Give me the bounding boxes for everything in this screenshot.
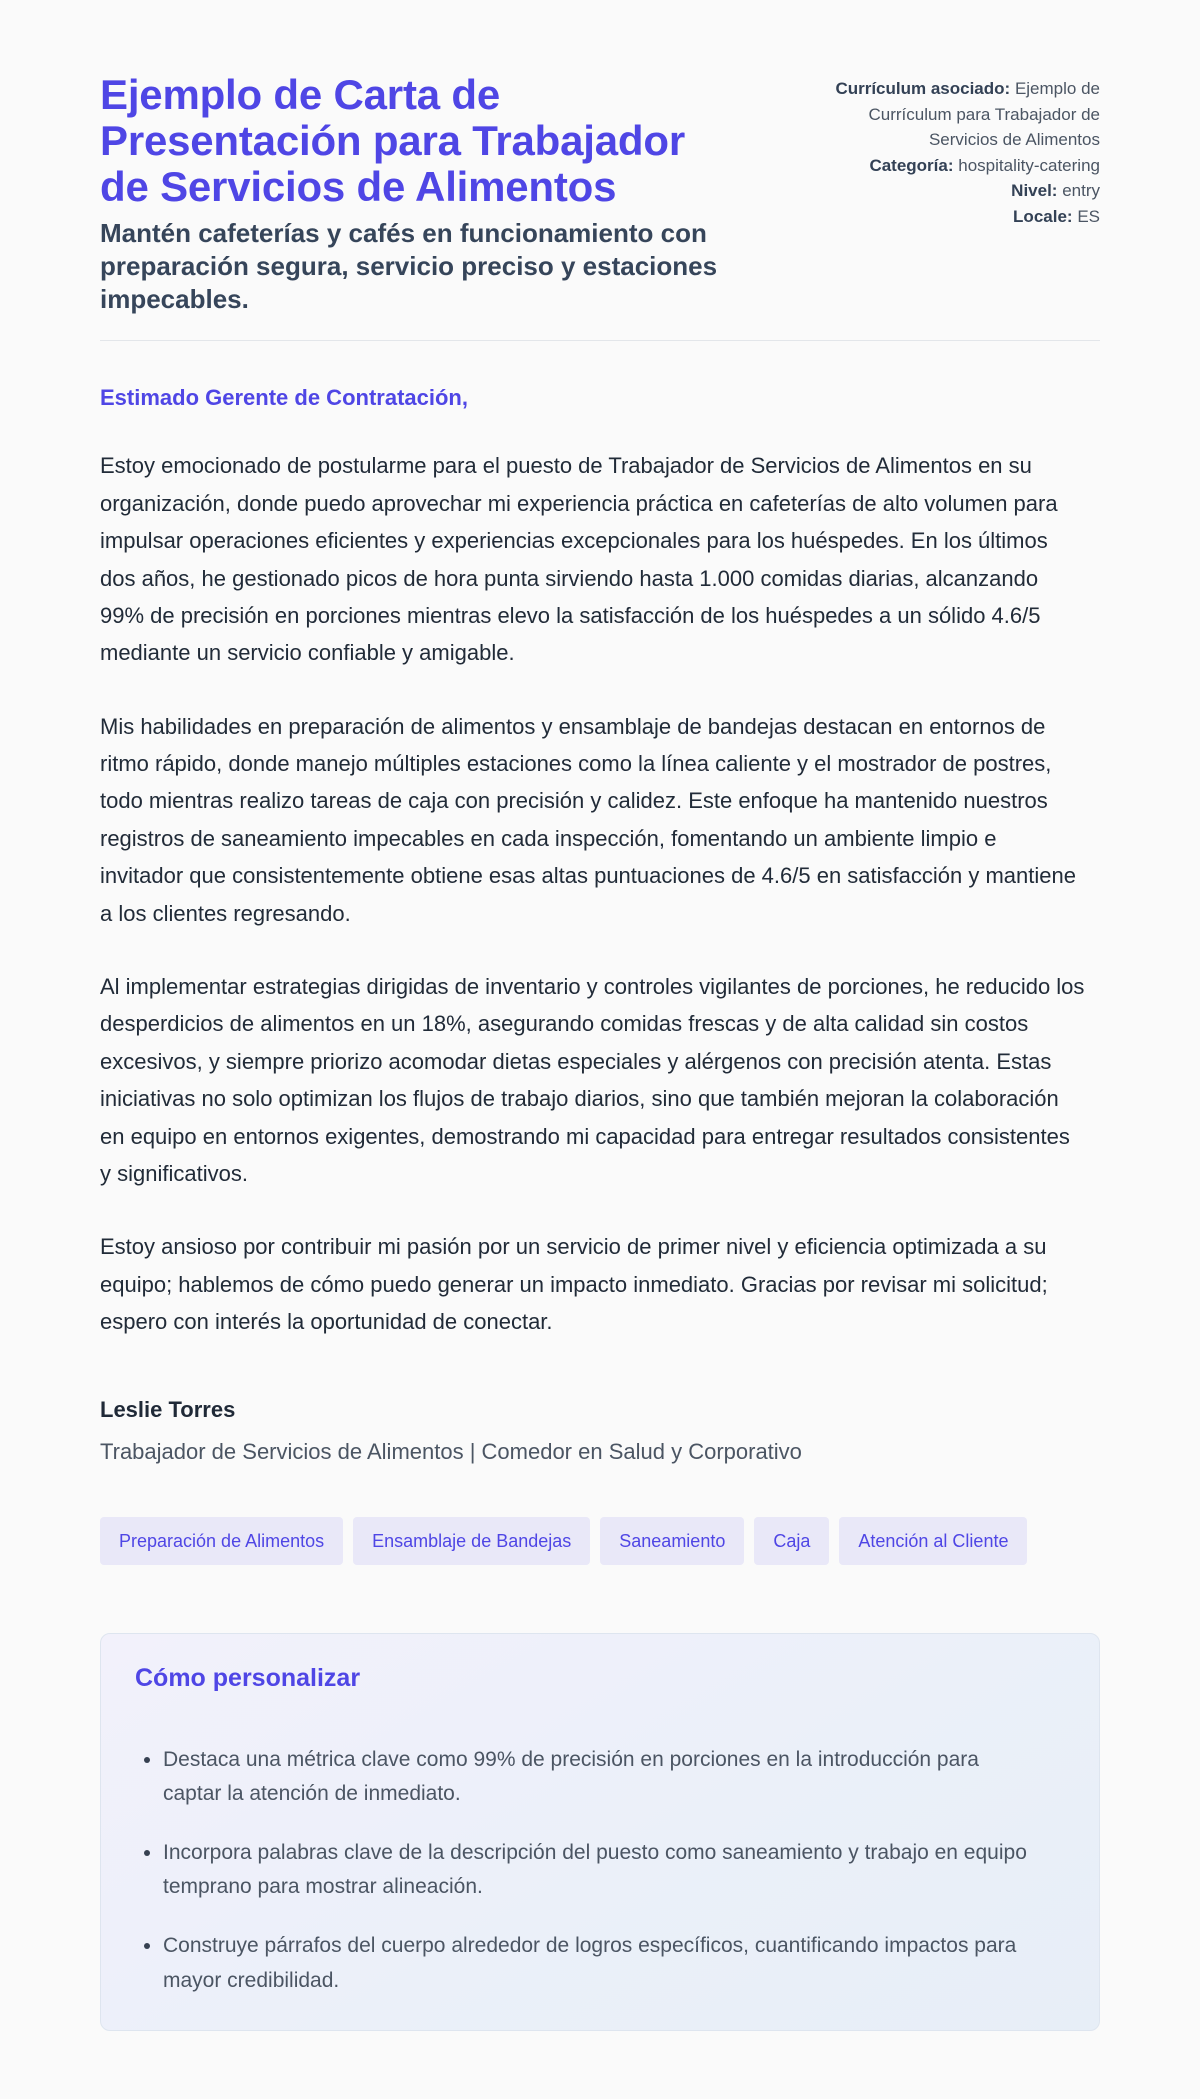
customize-tip: • Construye párrafos del cuerpo alrededor de logros específicos, cuantificando impactos para mayor credibilidad. [163, 1929, 1043, 1998]
meta-row [810, 153, 1100, 179]
letter-paragraph: Estoy emocionado de postularme para el puesto de Trabajador de Servicios de Alimentos en su organización, donde puedo aprovechar mi experiencia práctica en cafeterías de alto volumen para impulsar operaciones eficientes y experiencias excepcionales para los huéspedes. En los últimos dos años, he gestionado picos de hora punta sirviendo hasta 1.000 comidas diarias, alcanzando 99% de precisión en porciones mientras elevo la satisfacción de los huéspedes a un sólido 4.6/5 mediante un servicio confiable y amigable. [100, 453, 1058, 666]
skill-tag: Caja [754, 1517, 829, 1565]
header-divider [100, 340, 1100, 341]
meta-row [810, 204, 1100, 230]
skill-tag: Preparación de Alimentos [100, 1517, 343, 1565]
customize-tips [135, 1743, 1065, 1999]
meta-row [810, 76, 1100, 153]
signature-role: Trabajador de Servicios de Alimentos | Comedor en Salud y Corporativo [100, 1438, 802, 1464]
meta-value: hospitality-catering [958, 155, 1100, 175]
meta-label: Nivel: [1011, 181, 1058, 200]
customize-callout [100, 1633, 1100, 2032]
meta-value: Ejemplo de Currículum para Trabajador de Servicios de Alimentos [868, 79, 1100, 149]
customize-tip: • Destaca una métrica clave como 99% de precisión en porciones en la introducción para captar la atención de inmediato. [163, 1743, 1043, 1812]
meta-value: ES [1077, 206, 1100, 226]
cover-letter-page [100, 0, 1100, 2059]
meta-panel [810, 72, 1100, 229]
skill-tag: Ensamblaje de Bandejas [353, 1517, 590, 1565]
skill-tag: Saneamiento [600, 1517, 744, 1565]
meta-label: Currículum asociado: [835, 79, 1011, 98]
meta-value: entry [1062, 181, 1100, 200]
customize-title: Cómo personalizar [135, 1663, 361, 1692]
letter-paragraphs [100, 447, 1100, 1340]
page-title: Ejemplo de Carta de Presentación para Trabajador de Servicios de Alimentos [100, 71, 685, 211]
letter-paragraph: Al implementar estrategias dirigidas de inventario y controles vigilantes de porciones, he reducido los desperdicios de alimentos en un 18%, asegurando comidas frescas y de alta calidad sin costos excesivos, y siempre priorizo acomodar dietas especiales y alérgenos con precisión atenta. Estas iniciativas no solo optimizan los flujos de trabajo diarios, sino que también mejoran la colaboración en equipo en entornos exigentes, demostrando mi capacidad para entregar resultados consistentes y significativos. [100, 974, 1085, 1186]
letter-paragraph: Mis habilidades en preparación de alimentos y ensamblaje de bandejas destacan en entornos de ritmo rápido, donde manejo múltiples estaciones como la línea caliente y el mostrador de postres, todo mientras realizo tareas de caja con precisión y calidez. Este enfoque ha mantenido nuestros registros de saneamiento impecables en cada inspección, fomentando un ambiente limpio e invitador que consistentemente obtiene esas altas puntuaciones de 4.6/5 en satisfacción y mantiene a los clientes regresando. [100, 713, 1076, 926]
meta-label: Categoría: [869, 155, 954, 175]
greeting: Estimado Gerente de Contratación, [100, 385, 468, 411]
header-title-block [100, 72, 780, 316]
letter-body [100, 385, 1100, 1464]
letter-header [100, 72, 1100, 316]
signature-name: Leslie Torres [100, 1396, 236, 1422]
meta-label: Locale: [1013, 206, 1073, 226]
page-subtitle: Mantén cafeterías y cafés en funcionamiento con preparación segura, servicio preciso y estaciones impecables. [100, 217, 718, 315]
skill-tags [100, 1517, 1100, 1565]
skill-tag: Atención al Cliente [839, 1517, 1027, 1565]
customize-tip: • Incorpora palabras clave de la descripción del puesto como saneamiento y trabajo en equipo temprano para mostrar alineación. [163, 1836, 1043, 1905]
meta-row [810, 178, 1100, 204]
letter-paragraph: Estoy ansioso por contribuir mi pasión por un servicio de primer nivel y eficiencia optimizada a su equipo; hablemos de cómo puedo generar un impacto inmediato. Gracias por revisar mi solicitud; espero con interés la oportunidad de conectar. [100, 1234, 1048, 1335]
